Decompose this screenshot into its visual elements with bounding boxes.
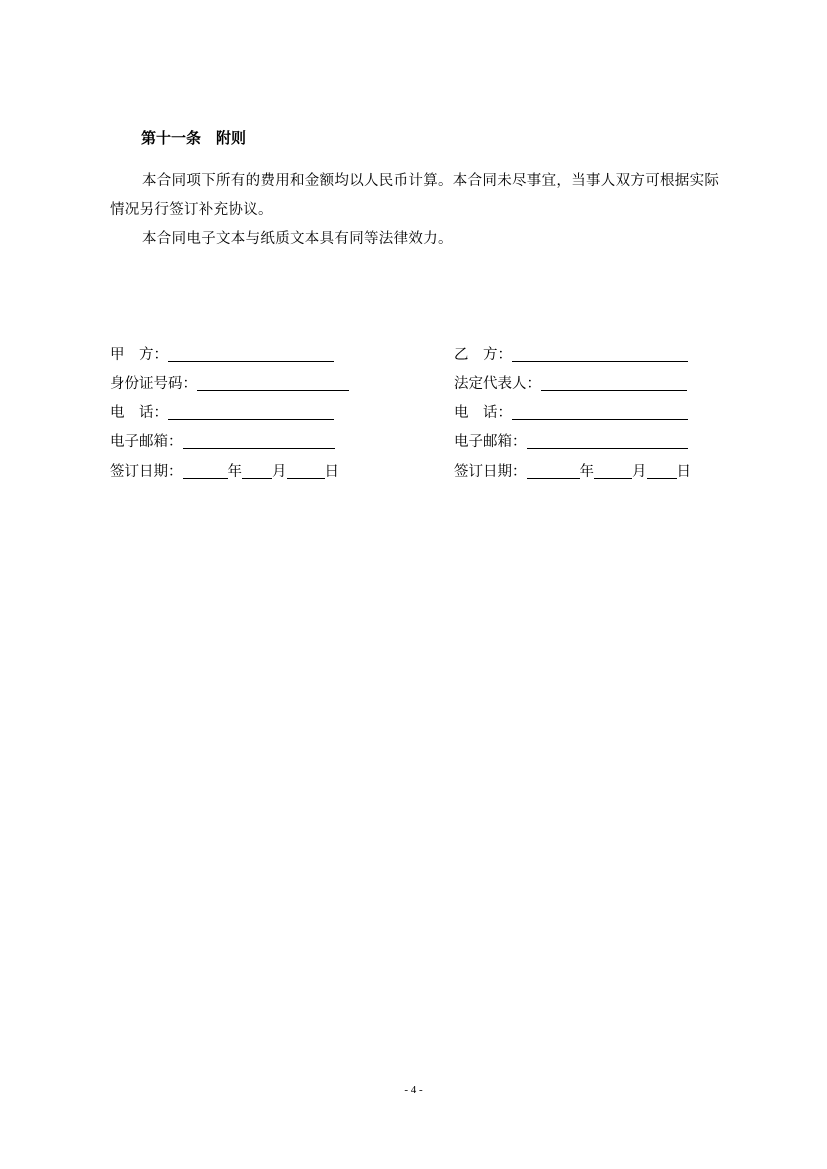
party-a-email-row	[110, 432, 335, 454]
party-b-month-unit: 月	[632, 464, 647, 480]
party-b-name-blank[interactable]	[512, 345, 688, 362]
party-b-date-label: 签订日期：	[454, 464, 527, 480]
party-a-phone-row	[110, 403, 334, 425]
party-b-day-blank[interactable]	[647, 462, 677, 479]
party-a-name-label: 甲 方：	[110, 347, 168, 363]
party-b-name-row	[454, 345, 688, 367]
party-a-phone-blank[interactable]	[168, 403, 334, 420]
party-b-date-row	[454, 462, 691, 484]
party-b-year-unit: 年	[579, 464, 594, 480]
party-a-id-label: 身份证号码：	[110, 376, 197, 392]
party-b-rep-row	[454, 374, 687, 396]
page-number: - 4 -	[404, 1084, 423, 1096]
party-b-rep-blank[interactable]	[541, 374, 687, 391]
party-a-name-blank[interactable]	[168, 345, 334, 362]
party-b-rep-label: 法定代表人：	[454, 376, 541, 392]
party-a-day-unit: 日	[324, 464, 339, 480]
party-b-phone-row	[454, 403, 688, 425]
party-b-phone-blank[interactable]	[512, 403, 688, 420]
party-b-name-label: 乙 方：	[454, 347, 512, 363]
party-a-year-unit: 年	[227, 464, 242, 480]
party-b-day-unit: 日	[676, 464, 691, 480]
party-a-name-row	[110, 345, 334, 367]
party-a-id-row	[110, 374, 349, 396]
party-a-month-blank[interactable]	[242, 462, 272, 479]
party-b-email-blank[interactable]	[527, 432, 688, 449]
party-a-email-label: 电子邮箱：	[110, 434, 183, 450]
party-b-phone-label: 电 话：	[454, 405, 512, 421]
party-a-month-unit: 月	[272, 464, 287, 480]
party-b-year-blank[interactable]	[527, 462, 580, 479]
party-a-year-blank[interactable]	[183, 462, 228, 479]
party-b-email-label: 电子邮箱：	[454, 434, 527, 450]
party-a-day-blank[interactable]	[287, 462, 325, 479]
party-a-id-blank[interactable]	[197, 374, 349, 391]
party-a-date-row	[110, 462, 339, 484]
paragraph-currency-clause: 本合同项下所有的费用和金额均以人民币计算。本合同未尽事宜，当事人双方可根据实际情况另行签订补充协议。	[110, 173, 720, 218]
party-b-email-row	[454, 432, 688, 454]
party-a-phone-label: 电 话：	[110, 405, 168, 421]
section-heading: 第十一条 附则	[141, 129, 247, 147]
paragraph-electronic-text-clause: 本合同电子文本与纸质文本具有同等法律效力。	[142, 231, 453, 247]
party-a-email-blank[interactable]	[183, 432, 335, 449]
party-a-date-label: 签订日期：	[110, 464, 183, 480]
party-b-month-blank[interactable]	[594, 462, 632, 479]
